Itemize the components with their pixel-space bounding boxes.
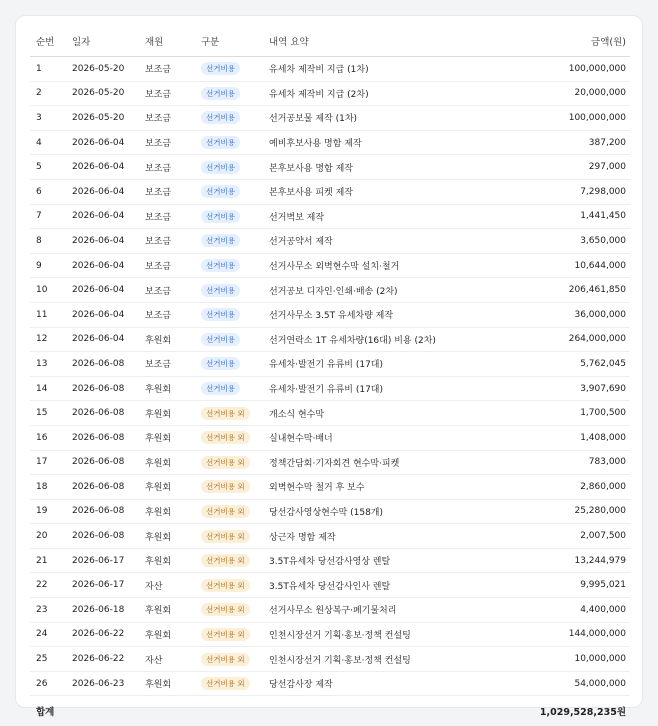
- cell-category: [195, 622, 263, 647]
- cell-amount: 1,700,500: [510, 401, 630, 426]
- cell-source: 자산: [139, 573, 195, 598]
- cell-date: 2026-06-17: [66, 548, 139, 573]
- cell-category: [195, 229, 263, 254]
- table-row: [30, 647, 630, 672]
- cell-category: [195, 425, 263, 450]
- cell-no: 26: [30, 671, 66, 696]
- cell-amount: 10,644,000: [510, 253, 630, 278]
- category-badge: 선거비용: [201, 284, 240, 297]
- category-badge: 선거비용 외: [201, 530, 250, 543]
- cell-no: 13: [30, 352, 66, 377]
- cell-category: [195, 106, 263, 131]
- cell-date: 2026-06-04: [66, 204, 139, 229]
- cell-summary: 유세차 제작비 지급 (2차): [263, 81, 510, 106]
- cell-no: 18: [30, 475, 66, 500]
- cell-amount: 25,280,000: [510, 499, 630, 524]
- category-badge: 선거비용: [201, 210, 240, 223]
- cell-no: 1: [30, 57, 66, 82]
- table-row: [30, 622, 630, 647]
- table-row: [30, 352, 630, 377]
- cell-source: 보조금: [139, 204, 195, 229]
- cell-amount: 783,000: [510, 450, 630, 475]
- cell-category: [195, 327, 263, 352]
- table-row: [30, 376, 630, 401]
- cell-no: 4: [30, 130, 66, 155]
- cell-amount: 5,762,045: [510, 352, 630, 377]
- cell-date: 2026-06-23: [66, 671, 139, 696]
- cell-date: 2026-06-04: [66, 327, 139, 352]
- cell-no: 16: [30, 425, 66, 450]
- cell-amount: 387,200: [510, 130, 630, 155]
- table-row: [30, 499, 630, 524]
- cell-no: 12: [30, 327, 66, 352]
- table-row: [30, 179, 630, 204]
- cell-no: 7: [30, 204, 66, 229]
- table-row: [30, 155, 630, 180]
- category-badge: 선거비용 외: [201, 628, 250, 641]
- cell-date: 2026-06-08: [66, 401, 139, 426]
- cell-amount: 20,000,000: [510, 81, 630, 106]
- cell-summary: 당선감사장 제작: [263, 671, 510, 696]
- cell-summary: 선거공보물 제작 (1차): [263, 106, 510, 131]
- table-row: [30, 81, 630, 106]
- category-badge: 선거비용 외: [201, 480, 250, 493]
- cell-source: 보조금: [139, 155, 195, 180]
- category-badge: 선거비용: [201, 259, 240, 272]
- category-badge: 선거비용 외: [201, 579, 250, 592]
- cell-amount: 4,400,000: [510, 598, 630, 623]
- cell-amount: 1,441,450: [510, 204, 630, 229]
- col-header-date: 일자: [66, 26, 139, 57]
- cell-summary: 인천시장선거 기획·홍보·정책 컨설팅: [263, 622, 510, 647]
- category-badge: 선거비용: [201, 357, 240, 370]
- cell-category: [195, 450, 263, 475]
- cell-date: 2026-06-08: [66, 352, 139, 377]
- cell-date: 2026-06-04: [66, 253, 139, 278]
- table-row: [30, 57, 630, 82]
- category-badge: 선거비용 외: [201, 653, 250, 666]
- category-badge: 선거비용 외: [201, 677, 250, 690]
- cell-date: 2026-06-08: [66, 499, 139, 524]
- cell-source: 후원회: [139, 524, 195, 549]
- cell-amount: 100,000,000: [510, 106, 630, 131]
- table-row: [30, 401, 630, 426]
- cell-amount: 9,995,021: [510, 573, 630, 598]
- cell-source: 보조금: [139, 57, 195, 82]
- cell-amount: 297,000: [510, 155, 630, 180]
- cell-date: 2026-06-04: [66, 130, 139, 155]
- category-badge: 선거비용: [201, 333, 240, 346]
- cell-category: [195, 671, 263, 696]
- cell-summary: 선거사무소 원상복구·폐기물처리: [263, 598, 510, 623]
- table-row: [30, 302, 630, 327]
- cell-category: [195, 155, 263, 180]
- cell-amount: 1,408,000: [510, 425, 630, 450]
- cell-no: 14: [30, 376, 66, 401]
- cell-category: [195, 179, 263, 204]
- category-badge: 선거비용: [201, 185, 240, 198]
- cell-source: 보조금: [139, 229, 195, 254]
- table-row: [30, 229, 630, 254]
- cell-source: 보조금: [139, 130, 195, 155]
- cell-summary: 유세차·발전기 유류비 (17대): [263, 352, 510, 377]
- cell-date: 2026-06-08: [66, 475, 139, 500]
- table-row: [30, 475, 630, 500]
- table-row: [30, 425, 630, 450]
- cell-category: [195, 475, 263, 500]
- total-amount: 1,029,528,235원: [539, 707, 626, 719]
- table-row: [30, 130, 630, 155]
- cell-category: [195, 278, 263, 303]
- cell-category: [195, 302, 263, 327]
- cell-category: [195, 376, 263, 401]
- cell-amount: 2,860,000: [510, 475, 630, 500]
- cell-no: 25: [30, 647, 66, 672]
- cell-amount: 3,650,000: [510, 229, 630, 254]
- category-badge: 선거비용 외: [201, 407, 250, 420]
- cell-summary: 선거공보 디자인·인쇄·배송 (2차): [263, 278, 510, 303]
- cell-date: 2026-06-08: [66, 376, 139, 401]
- cell-source: 보조금: [139, 106, 195, 131]
- table-row: [30, 548, 630, 573]
- cell-no: 17: [30, 450, 66, 475]
- cell-no: 24: [30, 622, 66, 647]
- category-badge: 선거비용 외: [201, 431, 250, 444]
- cell-category: [195, 130, 263, 155]
- category-badge: 선거비용: [201, 111, 240, 124]
- cell-category: [195, 204, 263, 229]
- cell-source: 후원회: [139, 548, 195, 573]
- cell-category: [195, 524, 263, 549]
- cell-no: 22: [30, 573, 66, 598]
- cell-category: [195, 499, 263, 524]
- cell-date: 2026-05-20: [66, 81, 139, 106]
- cell-source: 후원회: [139, 475, 195, 500]
- cell-no: 23: [30, 598, 66, 623]
- cell-no: 2: [30, 81, 66, 106]
- cell-date: 2026-06-17: [66, 573, 139, 598]
- cell-summary: 정책간담회·기자회견 현수막·피켓: [263, 450, 510, 475]
- cell-summary: 본후보사용 피켓 제작: [263, 179, 510, 204]
- cell-date: 2026-06-04: [66, 302, 139, 327]
- cell-summary: 당선감사영상현수막 (158개): [263, 499, 510, 524]
- cell-no: 8: [30, 229, 66, 254]
- cell-summary: 상근자 명함 제작: [263, 524, 510, 549]
- cell-source: 후원회: [139, 671, 195, 696]
- cell-source: 후원회: [139, 327, 195, 352]
- cell-summary: 본후보사용 명함 제작: [263, 155, 510, 180]
- cell-date: 2026-06-18: [66, 598, 139, 623]
- col-header-source: 재원: [139, 26, 195, 57]
- expense-table: [30, 26, 630, 726]
- cell-source: 보조금: [139, 278, 195, 303]
- table-row: [30, 253, 630, 278]
- cell-summary: 외벽현수막 철거 후 보수: [263, 475, 510, 500]
- category-badge: 선거비용: [201, 87, 240, 100]
- cell-source: 후원회: [139, 401, 195, 426]
- category-badge: 선거비용: [201, 136, 240, 149]
- table-row: [30, 598, 630, 623]
- total-label: 합계: [36, 707, 55, 719]
- cell-category: [195, 573, 263, 598]
- table-row: [30, 573, 630, 598]
- cell-no: 20: [30, 524, 66, 549]
- cell-source: 자산: [139, 647, 195, 672]
- cell-date: 2026-06-08: [66, 524, 139, 549]
- cell-date: 2026-06-04: [66, 179, 139, 204]
- col-header-no: 순번: [30, 26, 66, 57]
- cell-summary: 인천시장선거 기획·홍보·정책 컨설팅: [263, 647, 510, 672]
- cell-date: 2026-05-20: [66, 106, 139, 131]
- cell-summary: 유세차·발전기 유류비 (17대): [263, 376, 510, 401]
- cell-category: [195, 548, 263, 573]
- cell-source: 후원회: [139, 450, 195, 475]
- category-badge: 선거비용: [201, 62, 240, 75]
- table-row: [30, 327, 630, 352]
- cell-amount: 10,000,000: [510, 647, 630, 672]
- cell-summary: 실내현수막·배너: [263, 425, 510, 450]
- cell-summary: 선거연락소 1T 유세차량(16대) 비용 (2차): [263, 327, 510, 352]
- cell-no: 21: [30, 548, 66, 573]
- table-row: [30, 671, 630, 696]
- col-header-summary: 내역 요약: [263, 26, 510, 57]
- table-row: [30, 524, 630, 549]
- cell-category: [195, 401, 263, 426]
- table-row: [30, 204, 630, 229]
- cell-source: 보조금: [139, 352, 195, 377]
- category-badge: 선거비용: [201, 382, 240, 395]
- cell-date: 2026-06-04: [66, 229, 139, 254]
- cell-source: 보조금: [139, 253, 195, 278]
- cell-no: 3: [30, 106, 66, 131]
- total-row: [30, 696, 630, 726]
- cell-amount: 264,000,000: [510, 327, 630, 352]
- cell-no: 11: [30, 302, 66, 327]
- cell-amount: 100,000,000: [510, 57, 630, 82]
- cell-amount: 54,000,000: [510, 671, 630, 696]
- category-badge: 선거비용 외: [201, 505, 250, 518]
- cell-summary: 3.5T유세차 당선감사인사 렌탈: [263, 573, 510, 598]
- cell-summary: 선거벽보 제작: [263, 204, 510, 229]
- cell-category: [195, 352, 263, 377]
- table-header-row: [30, 26, 630, 57]
- cell-date: 2026-06-22: [66, 622, 139, 647]
- category-badge: 선거비용: [201, 234, 240, 247]
- cell-date: 2026-06-22: [66, 647, 139, 672]
- cell-amount: 2,007,500: [510, 524, 630, 549]
- cell-summary: 예비후보사용 명함 제작: [263, 130, 510, 155]
- expense-card: [15, 15, 643, 719]
- cell-amount: 144,000,000: [510, 622, 630, 647]
- cell-no: 15: [30, 401, 66, 426]
- cell-source: 후원회: [139, 499, 195, 524]
- cell-source: 보조금: [139, 179, 195, 204]
- cell-source: 후원회: [139, 598, 195, 623]
- cell-date: 2026-06-04: [66, 278, 139, 303]
- cell-source: 보조금: [139, 81, 195, 106]
- table-row: [30, 450, 630, 475]
- cell-source: 후원회: [139, 622, 195, 647]
- col-header-amount: 금액(원): [510, 26, 630, 57]
- cell-category: [195, 598, 263, 623]
- cell-date: 2026-06-08: [66, 450, 139, 475]
- category-badge: 선거비용 외: [201, 554, 250, 567]
- cell-category: [195, 647, 263, 672]
- cell-date: 2026-06-04: [66, 155, 139, 180]
- cell-source: 보조금: [139, 302, 195, 327]
- cell-no: 5: [30, 155, 66, 180]
- cell-source: 후원회: [139, 425, 195, 450]
- cell-summary: 3.5T유세차 당선감사영상 렌탈: [263, 548, 510, 573]
- cell-amount: 3,907,690: [510, 376, 630, 401]
- table-row: [30, 106, 630, 131]
- cell-category: [195, 81, 263, 106]
- cell-summary: 선거공약서 제작: [263, 229, 510, 254]
- category-badge: 선거비용 외: [201, 603, 250, 616]
- cell-summary: 개소식 현수막: [263, 401, 510, 426]
- cell-amount: 7,298,000: [510, 179, 630, 204]
- cell-source: 후원회: [139, 376, 195, 401]
- category-badge: 선거비용: [201, 308, 240, 321]
- cell-amount: 13,244,979: [510, 548, 630, 573]
- cell-summary: 선거사무소 외벽현수막 설치·철거: [263, 253, 510, 278]
- cell-summary: 선거사무소 3.5T 유세차량 제작: [263, 302, 510, 327]
- cell-category: [195, 57, 263, 82]
- cell-no: 9: [30, 253, 66, 278]
- cell-date: 2026-05-20: [66, 57, 139, 82]
- cell-amount: 206,461,850: [510, 278, 630, 303]
- cell-no: 19: [30, 499, 66, 524]
- category-badge: 선거비용: [201, 161, 240, 174]
- category-badge: 선거비용 외: [201, 456, 250, 469]
- cell-category: [195, 253, 263, 278]
- cell-no: 6: [30, 179, 66, 204]
- table-row: [30, 278, 630, 303]
- cell-summary: 유세차 제작비 지급 (1차): [263, 57, 510, 82]
- cell-date: 2026-06-08: [66, 425, 139, 450]
- col-header-category: 구분: [195, 26, 263, 57]
- cell-no: 10: [30, 278, 66, 303]
- cell-amount: 36,000,000: [510, 302, 630, 327]
